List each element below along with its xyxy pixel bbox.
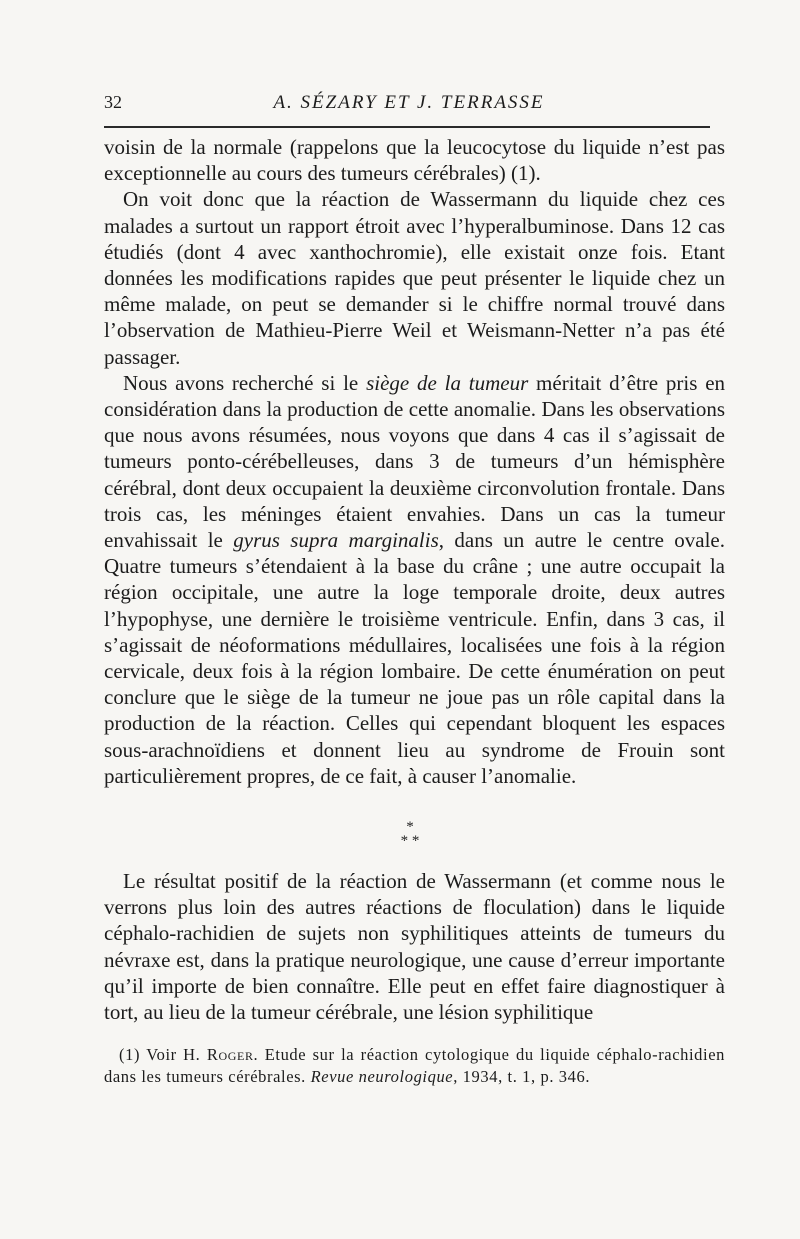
main-text (104, 134, 725, 789)
asterism: * * * (400, 819, 420, 849)
section-two-text (104, 868, 725, 1025)
paragraph-wassermann: On voit donc que la réaction de Wassermann du liquide chez ces malades a surtout un rapport étroit avec l’hyperalbuminose. Dans 12 cas étudiés (dont 4 avec xanthochromie), elle existait onze fois. Etant données les modifications rapides que peut présenter le liquide chez un même malade, on peut se demander si le chiffre normal trouvé dans l’observation de Mathieu-Pierre Weil et Weismann-Netter n’a pas été passager. (104, 187, 725, 369)
emphasis-siege: siège de la tumeur (366, 370, 529, 395)
header-rule (104, 126, 710, 128)
footnote-reference[interactable]: (1) (511, 161, 536, 186)
footnote-author: Roger (206, 1045, 254, 1064)
running-title: A. SÉZARY ET J. TERRASSE (273, 92, 545, 113)
running-head (104, 92, 714, 120)
paragraph-resultat: Le résultat positif de la réaction de Wassermann (et comme nous le verrons plus loin des autres réactions de floculation) dans le liquide céphalo-rachidien de sujets non syphilitiques atteints de tumeurs du névraxe est, dans la pratique neurologique, une cause d’erreur importante qu’il importe de bien connaître. Elle peut en effet faire diagnostiquer à tort, au lieu de la tumeur cérébrale, une lésion syphilitique (104, 869, 725, 1025)
emphasis-gyrus: gyrus supra marginalis (233, 528, 439, 553)
footnote-journal: Revue neurologique (310, 1067, 454, 1086)
footnote: (1) Voir H. Roger. Etude sur la réaction cytologique du liquide céphalo-rachidien dans les tumeurs cérébrales. Revue neurologique, 1934, t. 1, p. 346. (104, 1045, 725, 1086)
footnote-marker: (1) (119, 1045, 141, 1064)
paragraph-continuation: voisin de la normale (rappelons que la leucocytose du liquide n’est pas exceptionnelle au cours des tumeurs cérébrales) (1). (104, 135, 725, 186)
paragraph-siege: Nous avons recherché si le siège de la tumeur méritait d’être pris en considération dans la production de cette anomalie. Dans les observations que nous avons résumées, nous voyons que dans 4 cas il s’agissait de tumeurs ponto-cérébelleuses, dans 3 de tumeurs d’un hémisphère cérébral, dont deux occupaient la deuxième circonvolution frontale. Dans trois cas, les méninges étaient envahies. Dans un cas la tumeur envahissait le gyrus supra marginalis, dans un autre le centre ovale. Quatre tumeurs s’étendaient à la base du crâne ; une autre occupait la région occipitale, une autre la loge temporale droite, deux autres l’hypophyse, une dernière le troisième ventricule. Enfin, dans 3 cas, il s’agissait de néoformations médullaires, localisées une fois à la région cervicale, deux fois à la région lombaire. De cette énumération on peut conclure que le siège de la tumeur ne joue pas un rôle capital dans la production de la réaction. Celles qui cependant bloquent les espaces sous-arachnoïdiens et donnent lieu au syndrome de Frouin sont particulièrement propres, de ce fait, à causer l’anomalie. (104, 370, 726, 788)
page-number: 32 (104, 92, 122, 112)
